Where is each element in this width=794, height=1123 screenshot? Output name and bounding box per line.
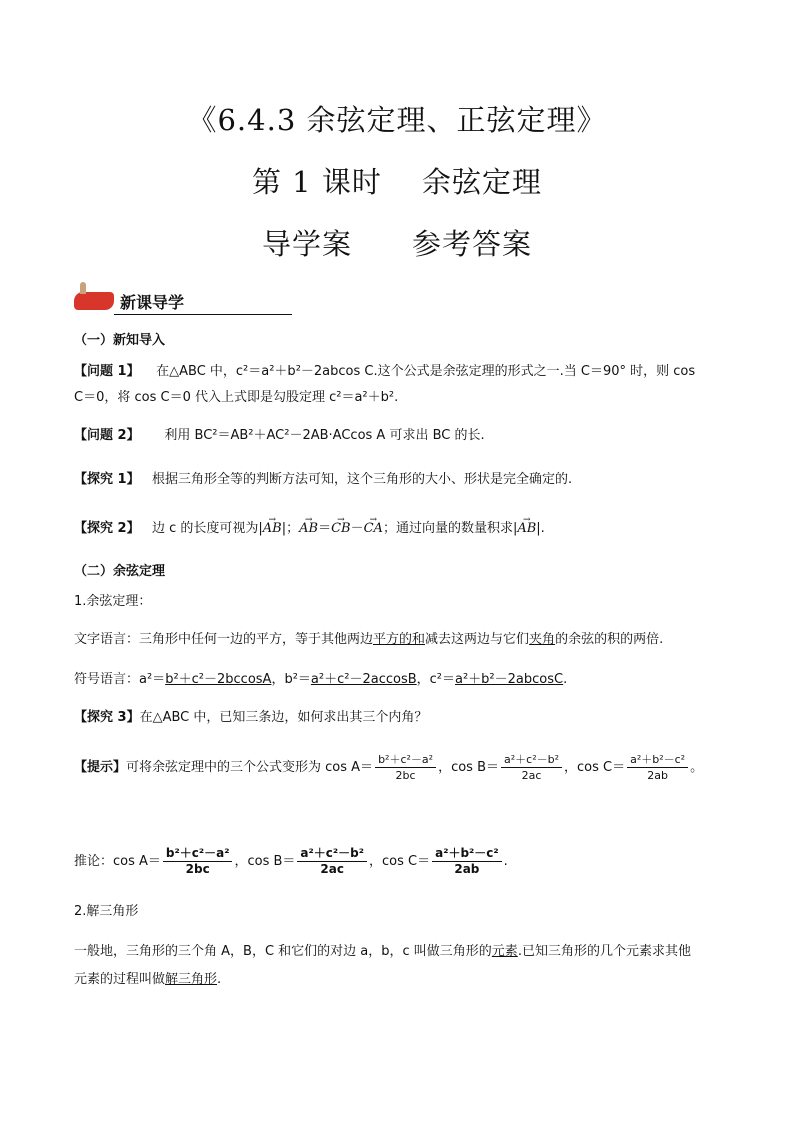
solve-line2 <box>74 970 221 990</box>
explore2-line <box>74 519 545 539</box>
infer-f3-num: a²＋b²－c² <box>432 846 502 862</box>
hint-fraction-cosB <box>501 752 562 783</box>
question2-text: 利用 BC²＝AB²＋AC²－2AB·ACcos A 可求出 BC 的长. <box>164 428 485 443</box>
question1-tag: 【问题 1】 <box>74 364 140 379</box>
explore3-tag: 【探究 3】 <box>74 710 140 725</box>
hint-f2-den: 2ac <box>521 769 542 782</box>
explore1-tag: 【探究 1】 <box>74 472 140 487</box>
hint-line <box>74 752 703 783</box>
hint-fraction-cosC <box>627 752 688 783</box>
word-language-b: 减去这两边与它们 <box>425 632 530 647</box>
solve-text-a: 一般地，三角形的三个角 A，B，C 和它们的对边 a，b，c 叫做三角形的 <box>74 944 492 959</box>
word-language-line <box>74 630 663 650</box>
symbol-language-c: ，c²＝ <box>416 672 455 687</box>
inference-a: 推论：cos A＝ <box>74 854 161 869</box>
explore2-text-b: |； <box>281 521 300 536</box>
hint-f3-num: a²＋b²－c² <box>627 752 688 768</box>
explore3-text: 在△ABC 中，已知三条边，如何求出其三个内角？ <box>139 710 428 725</box>
item2-heading: 2.解三角形 <box>74 904 139 919</box>
symbol-language-b: ，b²＝ <box>271 672 311 687</box>
infer-f1-den: 2bc <box>185 862 210 876</box>
solve-text-c: 元素的过程叫做 <box>74 972 166 987</box>
vector-ab-2: → AB <box>299 519 318 539</box>
hint-f1-den: 2bc <box>395 769 416 782</box>
hint-text: 可将余弦定理中的三个公式变形为 cos A＝ <box>126 760 374 775</box>
word-language-blank2: 夹角 <box>529 632 556 647</box>
question1-line1 <box>74 362 695 382</box>
hint-sep1: ，cos B＝ <box>438 760 499 775</box>
part2-heading: （二）余弦定理 <box>74 564 166 579</box>
inference-line <box>74 846 508 877</box>
document-title: 《6.4.3 余弦定理、正弦定理》 <box>187 103 607 137</box>
explore3-line <box>74 708 427 728</box>
vector-ab: → AB <box>263 519 282 539</box>
explore2-tag: 【探究 2】 <box>74 521 140 536</box>
hint-f2-num: a²＋c²－b² <box>501 752 562 768</box>
symbol-language-blank1: b²＋c²－2bccosA <box>165 672 272 687</box>
inference-fraction-cosC <box>432 846 502 877</box>
explore1-line <box>74 470 572 490</box>
question1-line2: C＝0，将 cos C＝0 代入上式即是勾股定理 c²＝a²＋b². <box>74 390 399 405</box>
solve-text-d: . <box>217 972 222 987</box>
mascot-icon <box>74 292 114 310</box>
explore2-text-c: ＝ <box>318 521 332 536</box>
lesson-title: 第 1 课时 余弦定理 <box>251 165 543 199</box>
explore2-text-f: |. <box>536 521 545 536</box>
explore2-text-a: 边 c 的长度可视为| <box>151 521 263 536</box>
solve-blank2: 解三角形 <box>165 972 218 987</box>
symbol-language-blank2: a²＋c²－2accosB <box>310 672 417 687</box>
hint-tag: 【提示】 <box>74 760 127 775</box>
vector-ab-3: → AB <box>517 519 536 539</box>
infer-f3-den: 2ab <box>454 862 480 876</box>
hint-sep2: ，cos C＝ <box>564 760 626 775</box>
inference-sep1: ，cos B＝ <box>234 854 296 869</box>
solve-blank1: 元素 <box>491 944 518 959</box>
vector-ca: → CA <box>364 519 383 539</box>
section-banner-rule <box>114 314 292 315</box>
part1-heading: （一）新知导入 <box>74 333 166 348</box>
symbol-language-blank3: a²＋b²－2abcosC <box>455 672 564 687</box>
infer-f2-num: a²＋c²－b² <box>297 846 367 862</box>
inference-fraction-cosB <box>297 846 367 877</box>
inference-sep2: ，cos C＝ <box>369 854 431 869</box>
hint-end: 。 <box>690 760 704 775</box>
inference-fraction-cosA <box>163 846 233 877</box>
explore2-text-d: － <box>350 521 364 536</box>
word-language-c: 的余弦的积的两倍. <box>555 632 664 647</box>
question2-tag: 【问题 2】 <box>74 428 140 443</box>
solve-text-b: .已知三角形的几个元素求其他 <box>517 944 691 959</box>
infer-f2-den: 2ac <box>320 862 344 876</box>
hint-f1-num: b²＋c²－a² <box>375 752 436 768</box>
word-language-a: 文字语言：三角形中任何一边的平方，等于其他两边 <box>74 632 374 647</box>
explore1-text: 根据三角形全等的判断方法可知，这个三角形的大小、形状是完全确定的. <box>151 472 573 487</box>
question1-text-a: 在△ABC 中，c²＝a²＋b²－2abcos C.这个公式是余弦定理的形式之一.当 C＝90° 时，则 cos <box>156 364 696 379</box>
infer-f1-num: b²＋c²－a² <box>163 846 233 862</box>
answer-title: 导学案 参考答案 <box>261 227 532 261</box>
word-language-blank1: 平方的和 <box>373 632 426 647</box>
solve-line1 <box>74 942 691 962</box>
explore2-text-e: ；通过向量的数量积求| <box>382 521 518 536</box>
hint-f3-den: 2ab <box>647 769 668 782</box>
section-banner-label: 新课导学 <box>120 293 185 312</box>
item1-heading: 1.余弦定理： <box>74 594 152 609</box>
inference-end: . <box>503 854 508 869</box>
hint-fraction-cosA <box>375 752 436 783</box>
symbol-language-d: . <box>563 672 568 687</box>
symbol-language-line <box>74 670 567 690</box>
symbol-language-a: 符号语言：a²＝ <box>74 672 166 687</box>
vector-cb: → CB <box>331 519 351 539</box>
question2-line <box>74 426 485 446</box>
